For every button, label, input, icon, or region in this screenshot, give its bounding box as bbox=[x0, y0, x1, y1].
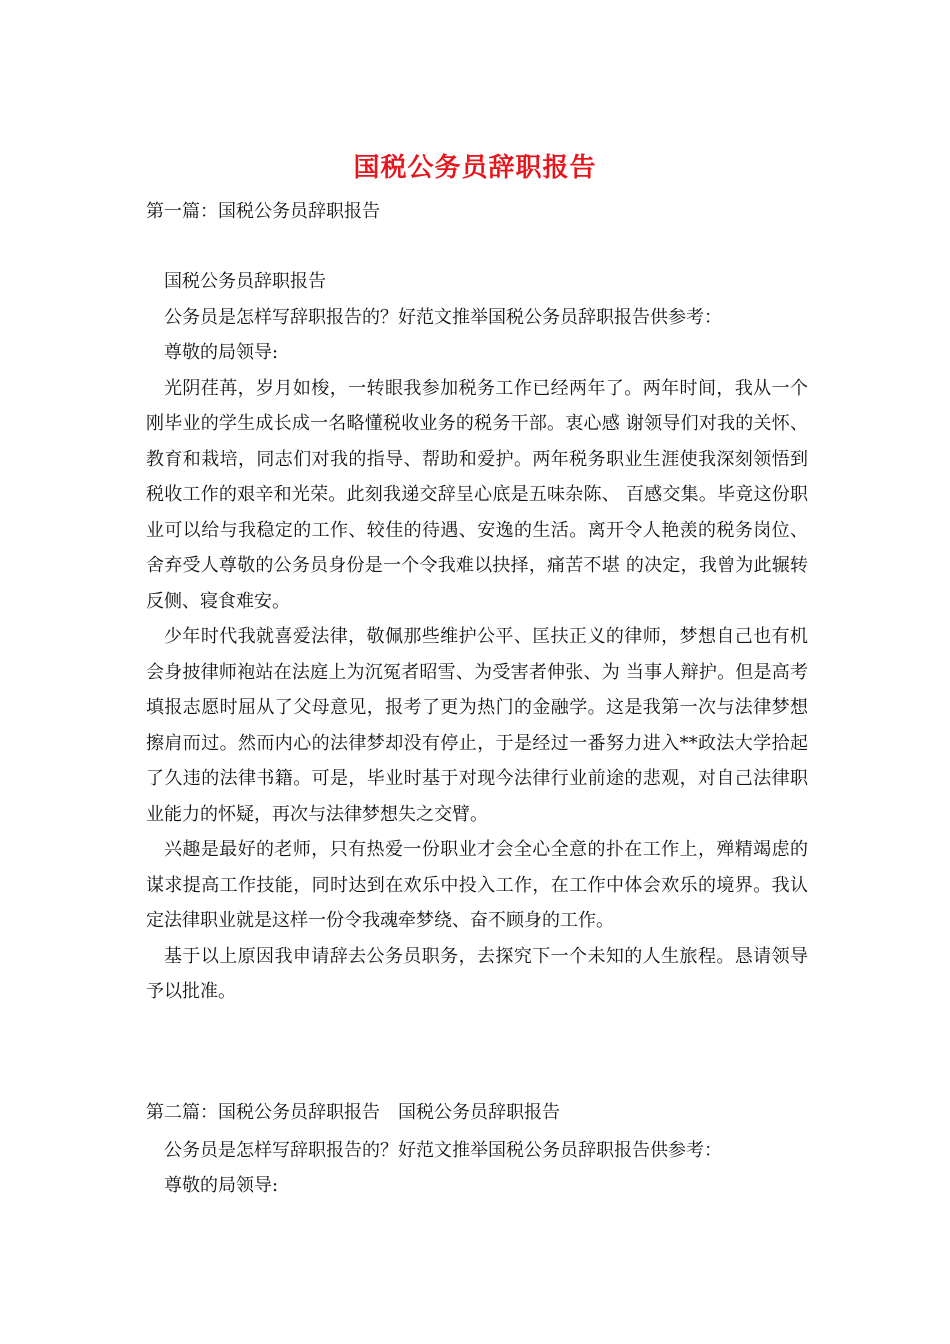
section-1-body bbox=[146, 264, 808, 1010]
paragraph: 少年时代我就喜爱法律，敬佩那些维护公平、匡扶正义的律师，梦想自己也有机会身披律师袍站在法庭上为沉冤者昭雪、为受害者伸张、为 当事人辩护。但是高考填报志愿时屈从了父母意见，报考了更为热门的金融学。这是我第一次与法律梦想擦肩而过。然而内心的法律梦却没有停止，于是经过一番努力进入**政法大学拾起了久违的法律书籍。可是，毕业时基于对现今法律行业前途的悲观，对自己法律职业能力的怀疑，再次与法律梦想失之交臂。 bbox=[146, 626, 808, 825]
paragraph: 公务员是怎样写辞职报告的？好范文推举国税公务员辞职报告供参考： bbox=[164, 1140, 722, 1161]
paragraph: 国税公务员辞职报告 bbox=[164, 271, 326, 292]
paragraph: 光阴荏苒，岁月如梭，一转眼我参加税务工作已经两年了。两年时间，我从一个刚毕业的学生成长成一名略懂税收业务的税务干部。衷心感 谢领导们对我的关怀、教育和栽培，同志们对我的指导、帮助和爱护。两年税务职业生涯使我深刻领悟到税收工作的艰辛和光荣。此刻我递交辞呈心底是五味杂陈、 百感交集。毕竟这份职业可以给与我稳定的工作、较佳的待遇、安逸的生活。离开令人艳羡的税务岗位、舍弃受人尊敬的公务员身份是一个令我难以抉择，痛苦不堪 的决定，我曾为此辗转反侧、寝食难安。 bbox=[146, 377, 808, 612]
paragraph: 公务员是怎样写辞职报告的？好范文推举国税公务员辞职报告供参考： bbox=[164, 306, 722, 328]
paragraph: 尊敬的局领导: bbox=[164, 1175, 279, 1196]
section-heading: 第二篇：国税公务员辞职报告 国税公务员辞职报告 bbox=[146, 1102, 560, 1123]
section-heading: 第一篇：国税公务员辞职报告 bbox=[146, 201, 380, 222]
document-title: 国税公务员辞职报告 bbox=[353, 153, 597, 183]
paragraph: 尊敬的局领导: bbox=[164, 342, 279, 363]
paragraph: 兴趣是最好的老师，只有热爱一份职业才会全心全意的扑在工作上，殚精竭虑的谋求提高工作技能，同时达到在欢乐中投入工作，在工作中体会欢乐的境界。我认定法律职业就是这样一份令我魂牵梦绕、奋不顾身的工作。 bbox=[146, 839, 808, 931]
paragraph: 基于以上原因我申请辞去公务员职务，去探究下一个未知的人生旅程。恳请领导予以批准。 bbox=[146, 945, 808, 1002]
section-2-body bbox=[146, 1133, 808, 1203]
